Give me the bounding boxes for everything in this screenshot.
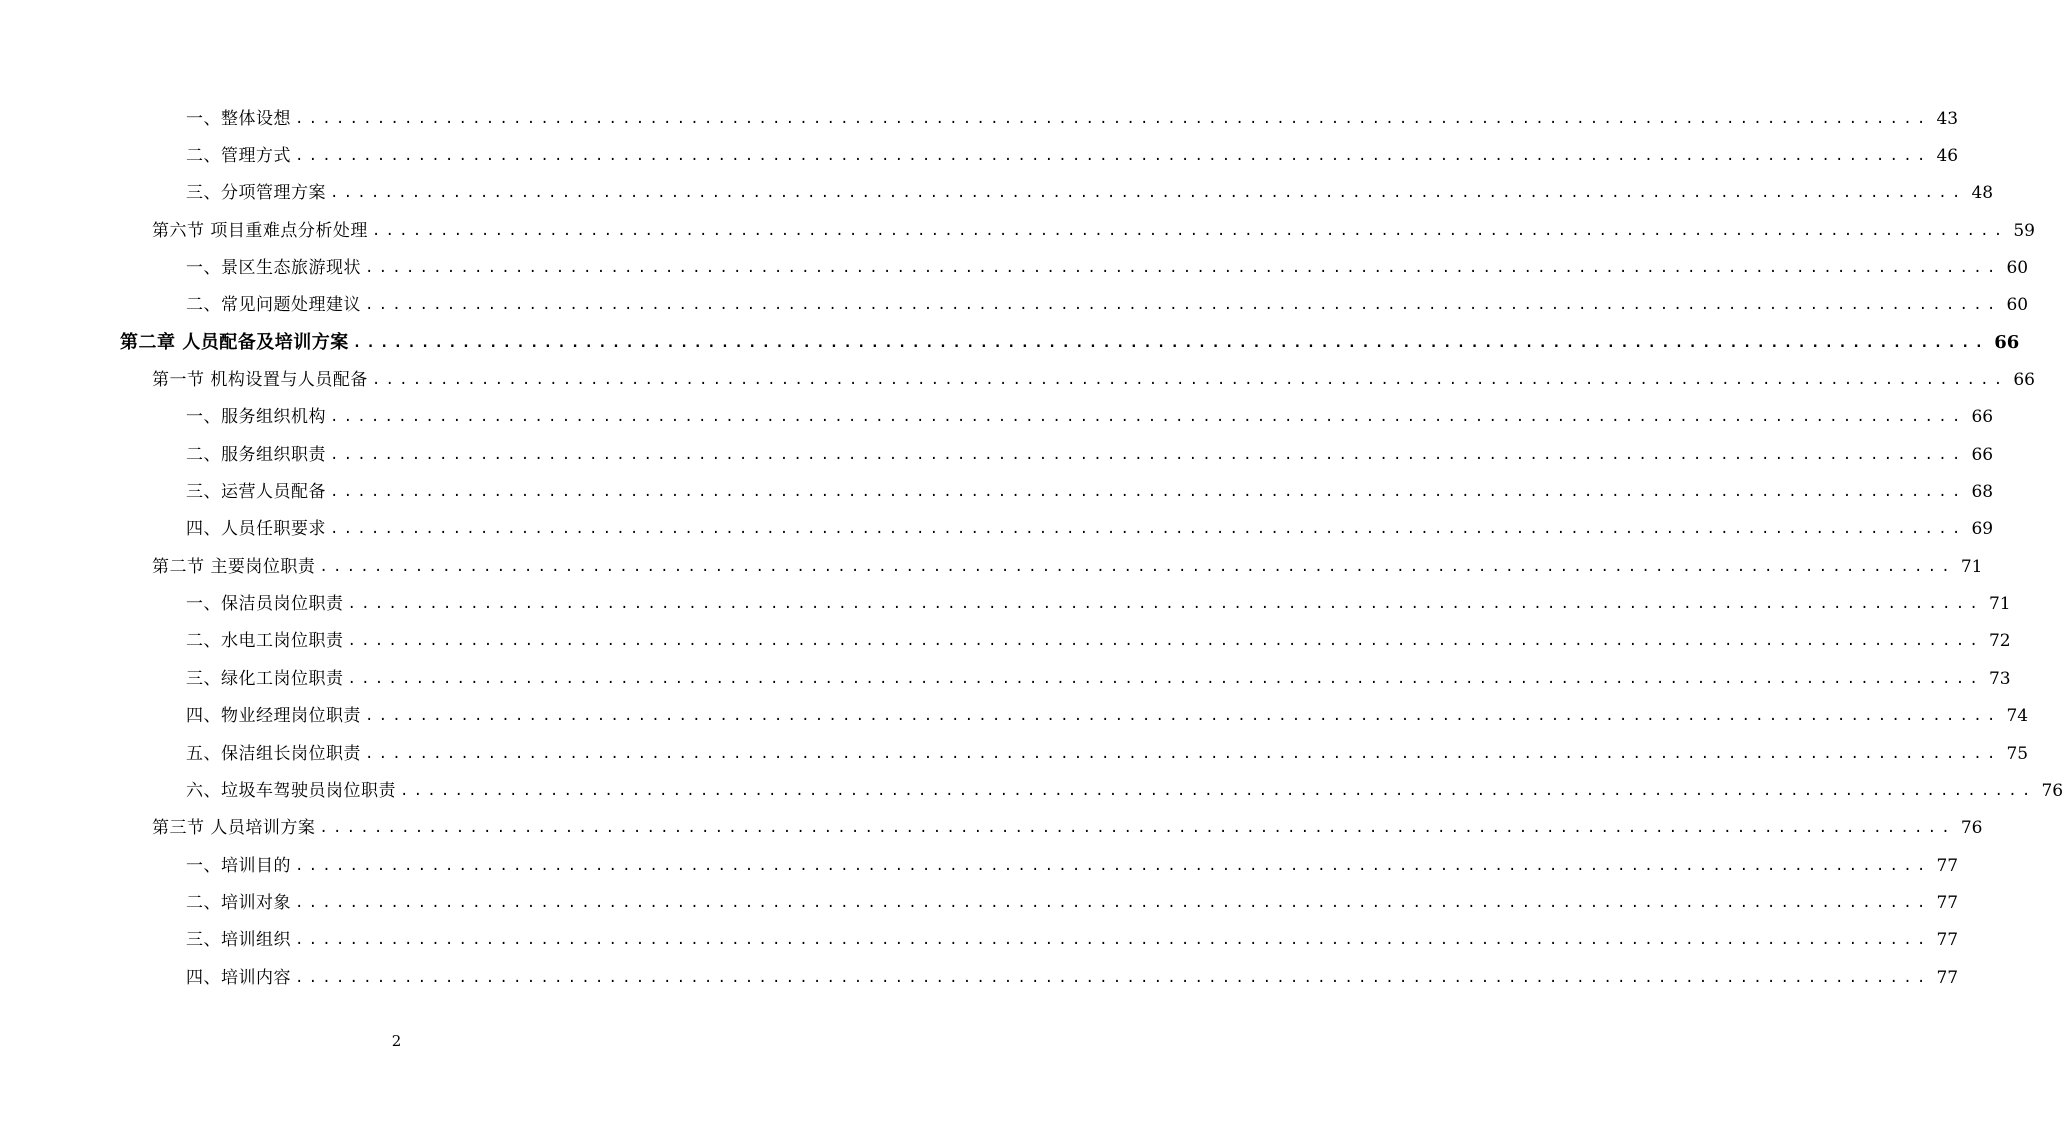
- toc-entry-item[interactable]: [0, 660, 2011, 697]
- toc-entry-page: 66: [1971, 407, 1994, 428]
- toc-dot-leader: ........................................................................................................................: [319, 558, 1955, 575]
- toc-entry-title: 三、培训组织: [186, 930, 291, 951]
- toc-entry-page: 48: [1971, 183, 1994, 204]
- toc-entry-title: 四、物业经理岗位职责: [186, 706, 361, 727]
- toc-entry-title: 第三节 人员培训方案: [152, 818, 316, 839]
- toc-entry-title: 六、垃圾车驾驶员岗位职责: [186, 780, 396, 801]
- toc-entry-page: 66: [1994, 331, 2020, 353]
- toc-dot-leader: ........................................................................................................................: [347, 670, 1983, 687]
- toc-entry-title: 三、绿化工岗位职责: [186, 668, 344, 689]
- toc-entry-page: 76: [1960, 818, 1983, 839]
- toc-entry-item[interactable]: [0, 287, 2029, 324]
- toc-entry-item[interactable]: [0, 175, 1994, 212]
- toc-dot-leader: ........................................................................................................................: [295, 148, 1931, 165]
- toc-entry-page: 69: [1971, 519, 1994, 540]
- toc-entry-item[interactable]: [0, 585, 2011, 622]
- toc-entry-page: 72: [1988, 631, 2011, 652]
- toc-entry-section[interactable]: [0, 810, 1983, 847]
- toc-dot-leader: ........................................................................................................................: [330, 446, 1966, 463]
- toc-dot-leader: ........................................................................................................................: [347, 596, 1983, 613]
- toc-entry-item[interactable]: [0, 511, 1994, 548]
- toc-entry-page: 46: [1936, 146, 1959, 167]
- toc-entry-item[interactable]: [0, 698, 2029, 735]
- toc-dot-leader: ........................................................................................................................: [295, 110, 1931, 127]
- toc-entry-page: 77: [1936, 892, 1959, 913]
- toc-entry-page: 60: [2006, 295, 2029, 316]
- toc-entry-section[interactable]: [0, 548, 1983, 585]
- toc-entry-item[interactable]: [0, 959, 1959, 996]
- toc-entry-title: 一、保洁员岗位职责: [186, 594, 344, 615]
- toc-entry-title: 第一节 机构设置与人员配备: [152, 370, 368, 391]
- toc-entry-page: 74: [2006, 706, 2029, 727]
- toc-entry-title: 一、景区生态旅游现状: [186, 258, 361, 279]
- toc-dot-leader: ........................................................................................................................: [330, 185, 1966, 202]
- toc-entry-title: 五、保洁组长岗位职责: [186, 743, 361, 764]
- toc-dot-leader: ........................................................................................................................: [352, 334, 1989, 351]
- toc-entry-page: 59: [2013, 220, 2035, 241]
- toc-dot-leader: ........................................................................................................................: [347, 633, 1983, 650]
- toc-entry-page: 71: [1960, 556, 1983, 577]
- toc-entry-item[interactable]: [0, 473, 1994, 510]
- toc-entry-title: 一、服务组织机构: [186, 407, 326, 428]
- toc-entry-page: 76: [2041, 780, 2063, 801]
- toc-entry-section[interactable]: [0, 212, 2035, 249]
- toc-entry-item[interactable]: [0, 623, 2011, 660]
- toc-entry-page: 77: [1936, 967, 1959, 988]
- toc-entry-item[interactable]: [0, 922, 1959, 959]
- toc-entry-item[interactable]: [0, 100, 1959, 137]
- toc-entry-item[interactable]: [0, 735, 2029, 772]
- toc-entry-item[interactable]: [0, 137, 1959, 174]
- toc-entry-title: 二、服务组织职责: [186, 444, 326, 465]
- table-of-contents: [0, 100, 2063, 996]
- toc-dot-leader: ........................................................................................................................: [365, 297, 2001, 314]
- toc-entry-title: 三、运营人员配备: [186, 482, 326, 503]
- toc-dot-leader: ........................................................................................................................: [400, 782, 2036, 799]
- toc-dot-leader: ........................................................................................................................: [365, 708, 2001, 725]
- toc-entry-title: 四、人员任职要求: [186, 519, 326, 540]
- toc-dot-leader: ........................................................................................................................: [295, 857, 1931, 874]
- toc-dot-leader: ........................................................................................................................: [365, 260, 2001, 277]
- toc-dot-leader: ........................................................................................................................: [330, 484, 1966, 501]
- toc-dot-leader: ........................................................................................................................: [319, 820, 1955, 837]
- toc-entry-page: 73: [1988, 668, 2011, 689]
- toc-entry-item[interactable]: [0, 772, 2063, 809]
- toc-entry-page: 43: [1936, 108, 1959, 129]
- toc-entry-title: 第二节 主要岗位职责: [152, 556, 316, 577]
- toc-entry-title: 一、整体设想: [186, 108, 291, 129]
- toc-entry-item[interactable]: [0, 884, 1959, 921]
- page-number: 2: [391, 1032, 402, 1050]
- toc-entry-title: 四、培训内容: [186, 967, 291, 988]
- toc-dot-leader: ........................................................................................................................: [295, 932, 1931, 949]
- toc-dot-leader: ........................................................................................................................: [295, 969, 1931, 986]
- toc-entry-title: 一、培训目的: [186, 855, 291, 876]
- toc-entry-page: 60: [2006, 258, 2029, 279]
- toc-entry-page: 66: [1971, 444, 1994, 465]
- toc-dot-leader: ........................................................................................................................: [371, 372, 2008, 389]
- toc-dot-leader: ........................................................................................................................: [365, 745, 2001, 762]
- toc-entry-page: 77: [1936, 855, 1959, 876]
- toc-entry-section[interactable]: [0, 361, 2035, 398]
- toc-entry-title: 三、分项管理方案: [186, 183, 326, 204]
- toc-entry-title: 二、水电工岗位职责: [186, 631, 344, 652]
- toc-entry-item[interactable]: [0, 249, 2029, 286]
- toc-entry-page: 68: [1971, 482, 1994, 503]
- toc-entry-title: 第六节 项目重难点分析处理: [152, 220, 368, 241]
- toc-entry-item[interactable]: [0, 399, 1994, 436]
- toc-entry-chapter[interactable]: [0, 324, 2020, 361]
- toc-entry-title: 二、管理方式: [186, 146, 291, 167]
- toc-entry-title: 二、培训对象: [186, 892, 291, 913]
- toc-entry-title: 第二章 人员配备及培训方案: [120, 331, 349, 353]
- toc-entry-page: 77: [1936, 930, 1959, 951]
- toc-entry-page: 75: [2006, 743, 2029, 764]
- toc-entry-item[interactable]: [0, 847, 1959, 884]
- toc-dot-leader: ........................................................................................................................: [330, 521, 1966, 538]
- toc-dot-leader: ........................................................................................................................: [295, 894, 1931, 911]
- toc-dot-leader: ........................................................................................................................: [371, 222, 2008, 239]
- toc-entry-item[interactable]: [0, 436, 1994, 473]
- toc-entry-page: 66: [2013, 370, 2035, 391]
- toc-entry-title: 二、常见问题处理建议: [186, 295, 361, 316]
- toc-entry-page: 71: [1988, 594, 2011, 615]
- toc-dot-leader: ........................................................................................................................: [330, 409, 1966, 426]
